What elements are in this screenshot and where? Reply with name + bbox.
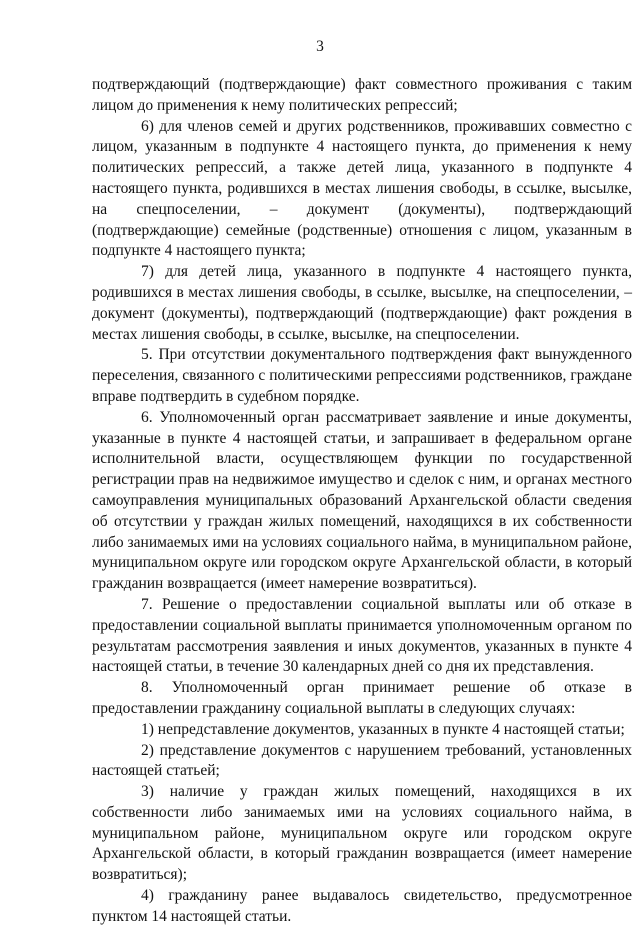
paragraph-clause-8: 8. Уполномоченный орган принимает решение об отказе в предоставлении гражданину социальной выплаты в следующих случаях: (92, 679, 632, 717)
page-number: 3 (316, 38, 324, 55)
document-body (92, 75, 632, 928)
paragraph-clause-6: 6. Уполномоченный орган рассматривает заявление и иные документы, указанные в пункте 4 настоящей статьи, и запрашивает в федеральном органе исполнительной власти, осуществляющем функции по государственной регистрации прав на недвижимое имущество и сделок с ним, и органах местного самоуправления муниципальных образований Архангельской области сведения об отсутствии у граждан жилых помещений, находящихся в их собственности либо занимаемых ими на условиях социального найма, в муниципальном районе, муниципальном округе или городском округе Архангельской области, в который гражданин возвращается (имеет намерение возвратиться). (92, 408, 632, 593)
paragraph-case-4: 4) гражданину ранее выдавалось свидетельство, предусмотренное пунктом 14 настоящей статьи. (92, 887, 632, 925)
paragraph-case-1: 1) непредставление документов, указанных в пункте 4 настоящей статьи; (141, 720, 625, 738)
paragraph-case-3: 3) наличие у граждан жилых помещений, находящихся в их собственности либо занимаемых ими на условиях социального найма, в муниципальном районе, муниципальном округе или городском округе Архангельской области, в который гражданин возвращается (имеет намерение возвратиться); (92, 783, 632, 884)
paragraph-subitem-7: 7) для детей лица, указанного в подпункте 4 настоящего пункта, родившихся в местах лишения свободы, в ссылке, высылке, на спецпоселении, – документ (документы), подтверждающий (подтверждающие) факт рождения в местах лишения свободы, в ссылке, высылке, на спецпоселении. (92, 263, 632, 343)
paragraph-subitem-6: 6) для членов семей и других родственников, проживавших совместно с лицом, указанным в подпункте 4 настоящего пункта, до применения к нему политических репрессий, а также детей лица, указанного в подпункте 4 настоящего пункта, родившихся в местах лишения свободы, в ссылке, высылке, на спецпоселении, – документ (документы), подтверждающий (подтверждающие) семейные (родственные) отношения с лицом, указанным в подпункте 4 настоящего пункта; (92, 117, 632, 260)
paragraph-clause-7: 7. Решение о предоставлении социальной выплаты или об отказе в предоставлении социальной выплаты принимается уполномоченным органом по результатам рассмотрения заявления и иных документов, указанных в пункте 4 настоящей статьи, в течение 30 календарных дней со дня их представления. (92, 595, 632, 676)
paragraph-case-2: 2) представление документов с нарушением требований, установленных настоящей статьей; (92, 741, 632, 780)
paragraph-clause-5: 5. При отсутствии документального подтверждения факт вынужденного переселения, связанного с политическими репрессиями родственников, граждане вправе подтвердить в судебном порядке. (92, 346, 632, 405)
paragraph-continuation: подтверждающий (подтверждающие) факт совместного проживания с таким лицом до применения к нему политических репрессий; (92, 76, 632, 114)
